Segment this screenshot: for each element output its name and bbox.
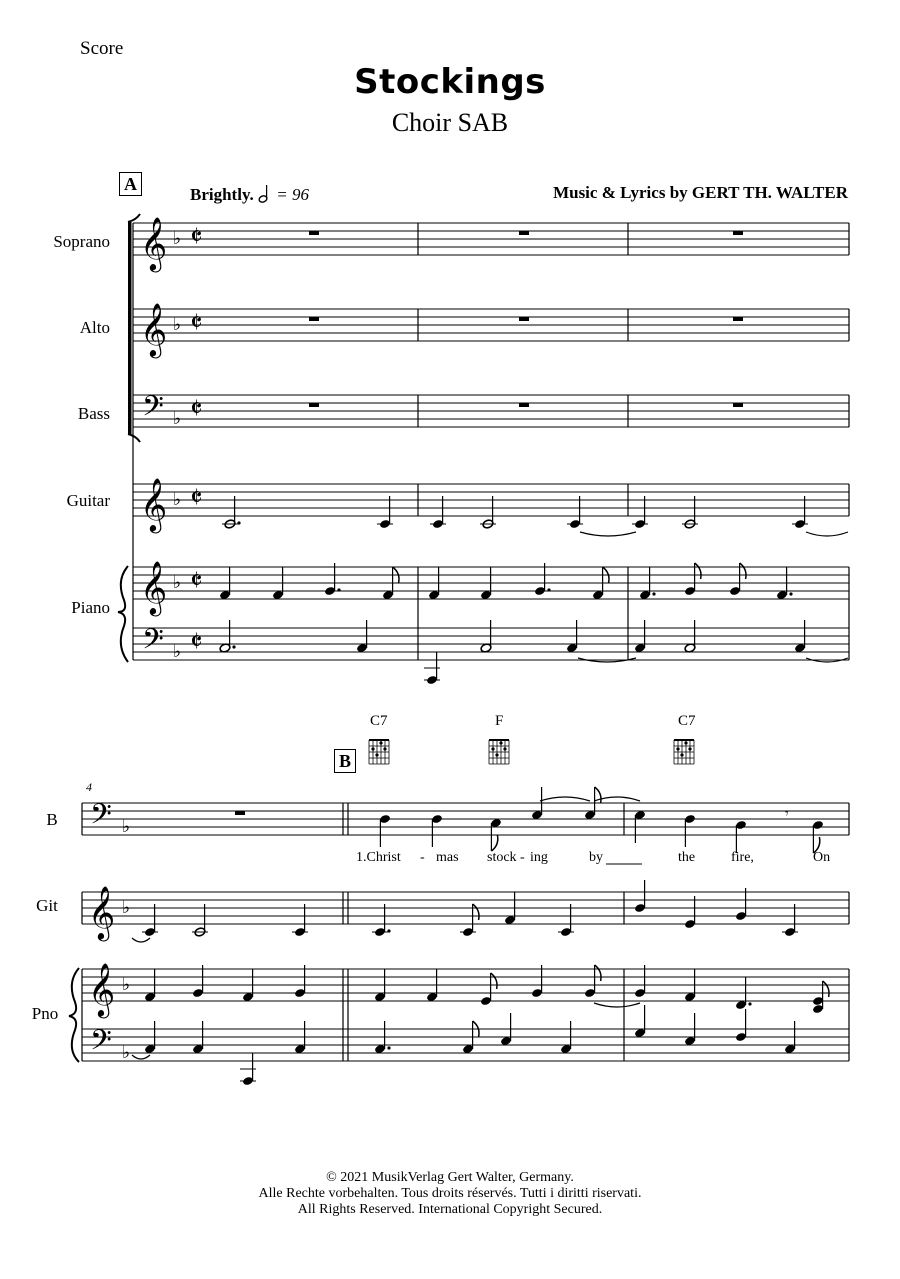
lyric-syllable: mas xyxy=(436,850,459,865)
cut-time-icon: 𝄵 xyxy=(190,306,203,339)
eighth-flag-icon xyxy=(491,835,497,851)
instrument-label-piano: Piano xyxy=(71,598,110,617)
eighth-flag-icon xyxy=(823,981,829,997)
bass-clef-icon: 𝄢 xyxy=(90,1024,112,1064)
page-title: Stockings xyxy=(354,62,546,102)
flat-sign-icon: ♭ xyxy=(122,975,131,995)
composer-credit: Music & Lyrics by GERT TH. WALTER xyxy=(553,183,848,202)
eighth-flag-icon xyxy=(595,965,601,981)
chord-dot xyxy=(491,747,494,750)
flat-sign-icon: ♭ xyxy=(122,898,131,918)
lyric-syllable: by xyxy=(589,850,603,865)
whole-rest-icon xyxy=(519,231,529,235)
instrument-label-git: Git xyxy=(36,896,58,915)
page-subtitle: Choir SAB xyxy=(391,108,509,137)
choir-bracket xyxy=(128,434,140,442)
cut-time-icon: 𝄵 xyxy=(190,564,203,597)
chord-dot xyxy=(495,753,498,756)
chord-diagram-icon xyxy=(489,740,509,764)
instrument-label-b: B xyxy=(46,810,58,829)
lyric-syllable: stock xyxy=(487,850,517,865)
eighth-flag-icon xyxy=(740,563,746,579)
whole-rest-icon xyxy=(519,403,529,407)
tie-icon xyxy=(580,532,636,536)
piano-brace-icon xyxy=(69,968,79,1062)
treble-clef-icon: 𝄞 xyxy=(88,885,116,939)
flat-sign-icon: ♭ xyxy=(173,409,182,429)
whole-rest-icon xyxy=(519,317,529,321)
bass-clef-icon: 𝄢 xyxy=(142,623,164,663)
eighth-flag-icon xyxy=(473,904,479,920)
piano-brace-icon xyxy=(118,566,128,662)
choir-bracket xyxy=(128,214,140,222)
chord-dot xyxy=(676,747,679,750)
chord-dot xyxy=(371,747,374,750)
lyric-hyphen: - xyxy=(520,850,525,865)
copyright-line: © 2021 MusikVerlag Gert Walter, Germany. xyxy=(326,1170,574,1185)
dot-icon xyxy=(652,592,655,595)
whole-rest-icon xyxy=(733,403,743,407)
whole-rest-icon xyxy=(309,317,319,321)
cut-time-icon: 𝄵 xyxy=(190,220,203,253)
rehearsal-mark-b: B xyxy=(334,749,356,773)
whole-rest-icon xyxy=(733,231,743,235)
treble-clef-icon: 𝄞 xyxy=(140,560,168,614)
flat-sign-icon: ♭ xyxy=(173,315,182,335)
flat-sign-icon: ♭ xyxy=(173,573,182,593)
bass-clef-icon: 𝄢 xyxy=(90,798,112,838)
instrument-label-pno: Pno xyxy=(31,1004,59,1023)
lyric-syllable: fire, xyxy=(731,850,754,865)
eighth-rest-icon: 𝄾 xyxy=(785,806,789,822)
flat-sign-icon: ♭ xyxy=(173,490,182,510)
dot-icon xyxy=(748,1002,751,1005)
flat-sign-icon: ♭ xyxy=(122,817,131,837)
instrument-label-guitar: Guitar xyxy=(66,491,110,510)
cut-time-icon: 𝄵 xyxy=(190,481,203,514)
rehearsal-mark-a: A xyxy=(119,172,142,196)
flat-sign-icon: ♭ xyxy=(173,642,182,662)
measure-number: 4 xyxy=(86,780,92,794)
cut-time-icon: 𝄵 xyxy=(190,625,203,658)
rights-line: Alle Rechte vorbehalten. Tous droits réservés. Tutti i diritti riservati. xyxy=(258,1186,642,1201)
bass-clef-icon: 𝄢 xyxy=(142,390,164,430)
tempo-value: = 96 xyxy=(276,185,309,204)
chord-dot xyxy=(383,747,386,750)
chord-diagram-icon xyxy=(674,740,694,764)
tie-icon xyxy=(540,797,590,801)
lyric-syllable: 1.Christ xyxy=(356,850,401,865)
tie-icon xyxy=(594,1003,640,1007)
instrument-label-soprano: Soprano xyxy=(53,232,110,251)
dot-icon xyxy=(547,588,550,591)
chord-dot xyxy=(688,747,691,750)
lyric-syllable: the xyxy=(678,850,696,865)
chord-symbol: F xyxy=(495,713,504,729)
eighth-flag-icon xyxy=(491,973,497,989)
tie-icon xyxy=(806,532,848,536)
chord-dot xyxy=(503,747,506,750)
treble-clef-icon: 𝄞 xyxy=(140,216,168,270)
choir-bracket xyxy=(128,222,132,434)
chord-symbol: C7 xyxy=(678,713,696,729)
instrument-label-alto: Alto xyxy=(79,318,110,337)
eighth-flag-icon xyxy=(813,837,819,853)
dot-icon xyxy=(387,1046,390,1049)
chord-symbol: C7 xyxy=(370,713,388,729)
tie-icon xyxy=(132,1055,150,1059)
score-label: Score xyxy=(80,38,124,59)
flat-sign-icon: ♭ xyxy=(173,229,182,249)
whole-rest-icon xyxy=(733,317,743,321)
eighth-flag-icon xyxy=(695,563,701,579)
lyric-syllable: ing xyxy=(530,850,548,865)
whole-rest-icon xyxy=(235,811,245,815)
tempo-text: Brightly. xyxy=(190,185,254,204)
cut-time-icon: 𝄵 xyxy=(190,392,203,425)
lyric-syllable: On xyxy=(813,850,831,865)
treble-clef-icon: 𝄞 xyxy=(88,962,116,1016)
whole-rest-icon xyxy=(309,403,319,407)
chord-diagram-icon xyxy=(369,740,389,764)
treble-clef-icon: 𝄞 xyxy=(140,477,168,531)
chord-dot xyxy=(499,741,502,744)
lyric-hyphen: - xyxy=(420,850,425,865)
dot-icon xyxy=(789,592,792,595)
treble-clef-icon: 𝄞 xyxy=(140,302,168,356)
tie-icon xyxy=(132,938,150,942)
chord-dot xyxy=(375,753,378,756)
chord-dot xyxy=(680,753,683,756)
chord-dot xyxy=(684,741,687,744)
dot-icon xyxy=(232,645,235,648)
instrument-label-bass: Bass xyxy=(77,404,110,423)
flat-sign-icon: ♭ xyxy=(122,1043,131,1063)
rights-line: All Rights Reserved. International Copyright Secured. xyxy=(297,1202,603,1217)
whole-rest-icon xyxy=(309,231,319,235)
dot-icon xyxy=(337,588,340,591)
chord-dot xyxy=(379,741,382,744)
